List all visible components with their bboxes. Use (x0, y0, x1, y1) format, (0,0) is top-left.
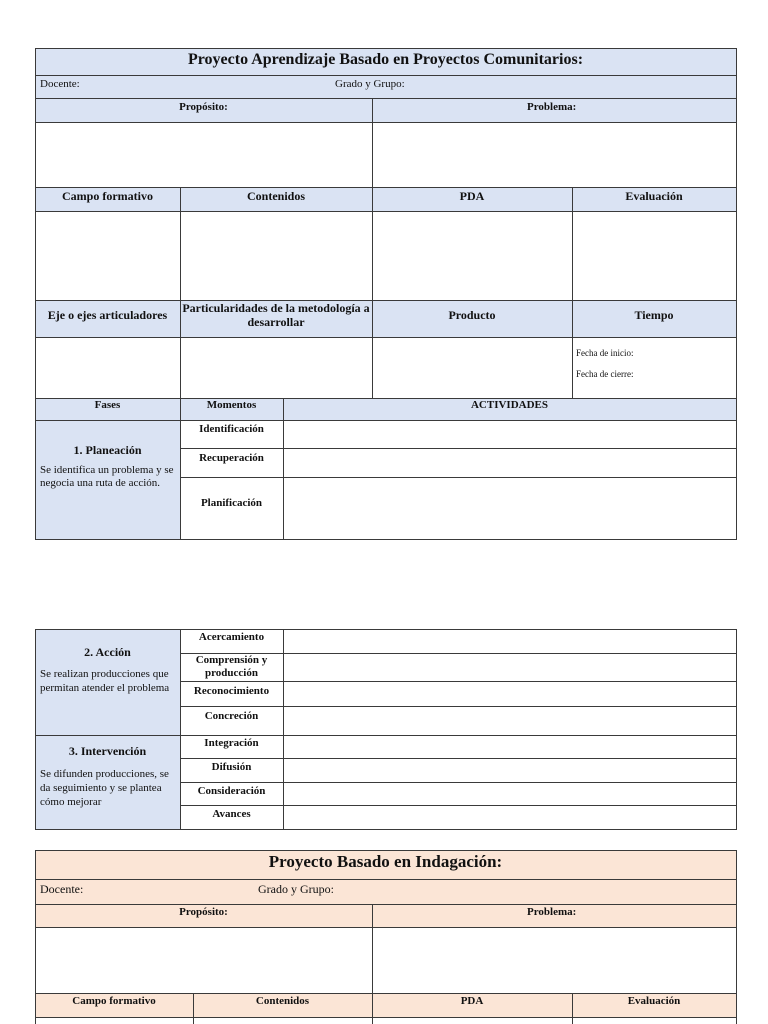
pda3-label: PDA (460, 995, 484, 1007)
momento-identificacion: Identificación (199, 423, 264, 435)
momento-avances: Avances (212, 808, 251, 820)
fase2-title: 2. Acción (84, 645, 131, 659)
momento-comprension-1: Comprensión y (195, 654, 268, 666)
fase1-description: Se identifica un problema y se negocia una ruta de acción. (40, 464, 174, 489)
momento-recuperacion: Recuperación (199, 452, 264, 464)
campo-label: Campo formativo (62, 189, 153, 203)
fecha-inicio-label: Fecha de inicio: (576, 348, 634, 358)
proposito3-label: Propósito: (179, 906, 228, 918)
momento-concrecion: Concreción (204, 710, 259, 722)
grado-label: Grado y Grupo: (335, 78, 405, 90)
momento-comprension-2: producción (205, 667, 258, 679)
table-title: Proyecto Aprendizaje Basado en Proyectos Comunitarios: (187, 51, 584, 68)
momento-acercamiento: Acercamiento (198, 631, 265, 643)
evaluacion3-label: Evaluación (627, 995, 681, 1007)
table3-title: Proyecto Basado en Indagación: (268, 852, 503, 871)
particularidades-label-2: desarrollar (247, 315, 305, 329)
tiempo-label: Tiempo (634, 308, 674, 322)
momento-reconocimiento: Reconocimiento (193, 685, 270, 697)
momento-integracion: Integración (204, 737, 259, 749)
proposito-label: Propósito: (179, 101, 228, 113)
fases-label: Fases (94, 399, 121, 411)
producto-label: Producto (448, 308, 496, 322)
grado3-label: Grado y Grupo: (258, 882, 334, 896)
momento-consideracion: Consideración (197, 785, 266, 797)
evaluacion-label: Evaluación (625, 189, 683, 203)
problema-label: Problema: (527, 101, 577, 113)
problema3-label: Problema: (527, 906, 577, 918)
fase3-description: Se difunden producciones, se da seguimiento y se plantea cómo mejorar (40, 768, 169, 808)
momento-planificacion: Planificación (200, 497, 263, 509)
particularidades-label-1: Particularidades de la metodología a (182, 301, 370, 315)
fase3-title: 3. Intervención (68, 744, 147, 758)
docente-label: Docente: (40, 78, 80, 90)
fase1-title: 1. Planeación (73, 443, 142, 457)
contenidos3-label: Contenidos (255, 995, 310, 1007)
docente3-label: Docente: (40, 882, 84, 896)
fecha-cierre-label: Fecha de cierre: (576, 369, 634, 379)
momento-difusion: Difusión (211, 761, 252, 773)
pda-label: PDA (459, 189, 485, 203)
actividades-label: ACTIVIDADES (470, 399, 549, 411)
contenidos-label: Contenidos (246, 189, 305, 203)
eje-label: Eje o ejes articuladores (47, 308, 168, 322)
momentos-label: Momentos (206, 399, 257, 411)
fase2-description: Se realizan producciones que permitan atender el problema (40, 668, 170, 694)
campo3-label: Campo formativo (72, 995, 156, 1007)
